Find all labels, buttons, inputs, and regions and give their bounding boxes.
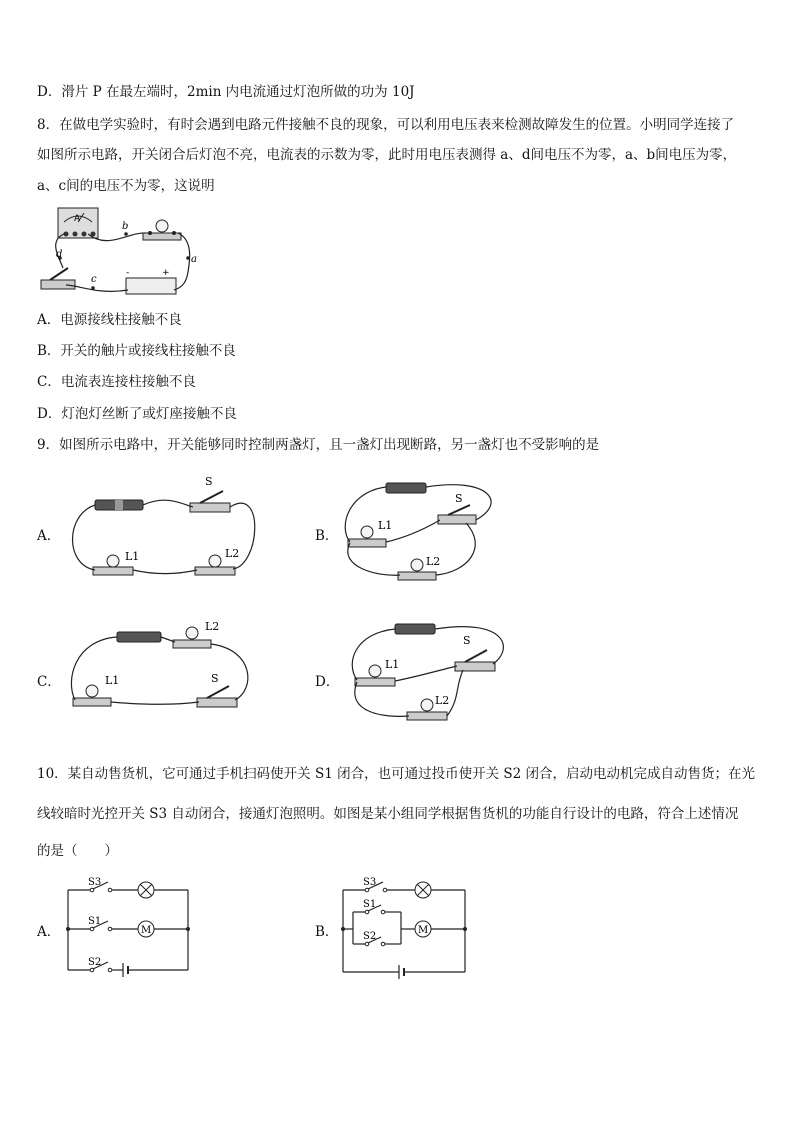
q8-option-a: A．电源接线柱接触不良 [37, 312, 182, 328]
point-c-label: c [91, 274, 97, 285]
q10-circuit-b [335, 872, 475, 982]
q9-circuit-b [338, 477, 508, 585]
q10-stem-line2: 线较暗时光控开关 S3 自动闭合，接通灯泡照明。如图是某小组同学根据售货机的功能自行设计的电路，符合上述情况 [37, 806, 739, 822]
q9-label-c: C． [37, 674, 61, 690]
lamp-icon [415, 882, 431, 898]
point-a-label: a [191, 254, 197, 265]
q7-option-d: D．滑片 P 在最左端时，2min 内电流通过灯泡所做的功为 10J [37, 84, 415, 100]
lamp2-label: L2 [205, 620, 220, 633]
motor-icon [415, 921, 431, 937]
switch-label: S [463, 634, 471, 647]
lamp1-label: L1 [125, 550, 140, 563]
s2-label: S2 [88, 957, 102, 968]
q9-label-b: B． [315, 528, 339, 544]
point-b-label: b [122, 221, 129, 232]
lamp-icon [138, 882, 154, 898]
lamp1-label: L1 [105, 674, 120, 687]
q9-circuit-a [65, 475, 265, 585]
lamp2-label: L2 [225, 547, 240, 560]
point-d-label: d [56, 249, 63, 260]
lamp1-label: L1 [385, 658, 400, 671]
switch-icon [455, 650, 495, 671]
motor-label: M [141, 925, 152, 936]
q8-circuit-figure [38, 200, 208, 305]
q10-circuit-a [60, 872, 195, 977]
lamp-l1-icon [73, 685, 111, 706]
battery-icon [126, 268, 176, 294]
motor-icon [138, 921, 154, 937]
s2-label: S2 [363, 931, 377, 942]
q9-stem: 9．如图所示电路中，开关能够同时控制两盏灯，且一盏灯出现断路，另一盏灯也不受影响的是 [37, 437, 600, 453]
battery-icon [399, 965, 404, 979]
battery-icon [123, 963, 128, 977]
q10-label-a: A． [37, 924, 61, 940]
switch-label: S [205, 475, 213, 488]
switch-icon [438, 505, 476, 524]
q9-circuit-d [345, 618, 515, 726]
motor-label: M [418, 925, 429, 936]
meter-label: A [74, 214, 81, 224]
q8-stem-line1: 8．在做电学实验时，有时会遇到电路元件接触不良的现象，可以利用电压表来检测故障发生的位置。小明同学连接了 [37, 117, 735, 133]
q9-circuit-c [65, 620, 255, 720]
q8-stem-line3: a、c间的电压不为零，这说明 [37, 178, 215, 194]
switch-label: S [211, 672, 219, 685]
q8-option-c: C．电流表连接柱接触不良 [37, 374, 196, 390]
q8-option-d: D．灯泡灯丝断了或灯座接触不良 [37, 406, 237, 422]
switch-label: S [455, 492, 463, 505]
q10-label-b: B． [315, 924, 339, 940]
q8-stem-line2: 如图所示电路，开关闭合后灯泡不亮，电流表的示数为零，此时用电压表测得 a、d间电压不为零，a、b间电压为零， [37, 147, 737, 163]
q9-label-a: A． [37, 528, 61, 544]
bulb-icon [143, 220, 181, 240]
lamp2-label: L2 [426, 555, 441, 568]
s3-label: S3 [88, 877, 102, 888]
lamp2-label: L2 [435, 694, 450, 707]
q10-stem-line3: 的是（ ） [37, 843, 118, 859]
q9-label-d: D． [315, 674, 340, 690]
s3-label: S3 [363, 877, 377, 888]
minus-label: - [126, 268, 130, 278]
switch-icon [190, 491, 230, 512]
q8-option-b: B．开关的触片或接线柱接触不良 [37, 343, 236, 359]
s1-label: S1 [88, 916, 102, 927]
q10-stem-line1: 10．某自动售货机，它可通过手机扫码使开关 S1 闭合，也可通过投币使开关 S2 闭合，启动电动机完成自动售货；在光 [37, 766, 756, 782]
s1-label: S1 [363, 899, 377, 910]
lamp1-label: L1 [378, 519, 393, 532]
plus-label: + [162, 268, 170, 278]
switch-icon [197, 686, 237, 707]
